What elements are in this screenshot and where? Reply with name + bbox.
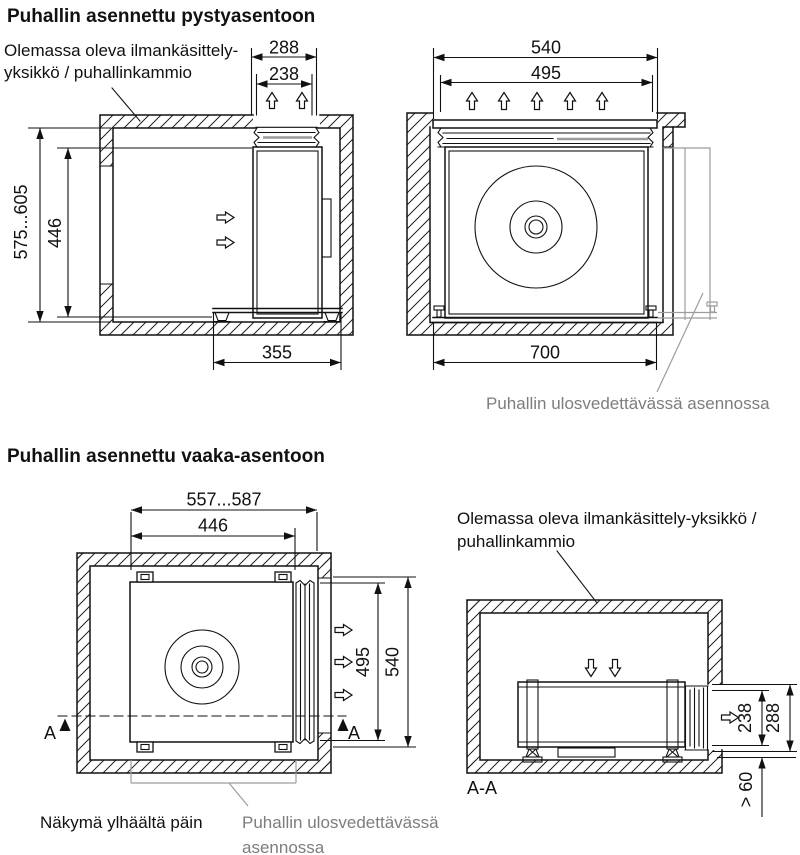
section-aa-diagram xyxy=(457,509,797,817)
airflow-arrows-down xyxy=(586,660,621,677)
section-title-vertical: Puhallin asennettu pystyasentoon xyxy=(7,6,316,27)
flex-connector xyxy=(296,581,314,744)
fan-unit xyxy=(130,572,293,752)
pullout-position-outline xyxy=(657,148,717,392)
dim-fan-total-width: 540 xyxy=(382,646,403,678)
section-title-horizontal: Puhallin asennettu vaaka-asentoon xyxy=(7,446,325,467)
dim-duct-outer: 288 xyxy=(763,702,783,734)
top-view-diagram xyxy=(40,490,439,855)
fan-handle xyxy=(322,199,331,257)
dim-duct-inner: 238 xyxy=(268,64,300,84)
flex-connector xyxy=(254,127,319,147)
base-plate xyxy=(558,748,615,757)
pullout-position-label-line2: asennossa xyxy=(242,838,325,855)
motor-hub-outer xyxy=(192,657,212,677)
corner-clamp xyxy=(275,572,291,582)
dimension-duct-inner xyxy=(257,64,313,88)
top-panel xyxy=(433,120,657,128)
pullout-position-label-line1: Puhallin ulosvedettävässä xyxy=(242,813,439,832)
corner-clamp xyxy=(137,572,153,582)
motor-hub-outer xyxy=(525,216,547,238)
dimension-min-clearance xyxy=(717,758,796,818)
dim-fan-width: 540 xyxy=(530,37,562,58)
dim-duct-outer: 288 xyxy=(268,37,300,58)
dim-rail-length: 355 xyxy=(261,342,293,363)
airflow-arrows-up xyxy=(467,93,608,110)
side-view-diagram xyxy=(11,38,353,371)
existing-unit-leader-line xyxy=(557,551,597,603)
fan-unit xyxy=(518,680,685,762)
section-cut-line xyxy=(44,716,360,743)
existing-unit-label-line2: puhallinkammio xyxy=(457,532,576,551)
horizontal-installation-section xyxy=(7,446,797,855)
mounting-bracket xyxy=(667,680,678,749)
impeller-circle-outer xyxy=(475,166,597,288)
corner-clamp xyxy=(275,742,291,752)
pullout-leader-line xyxy=(229,783,248,806)
pullout-leader-line xyxy=(657,293,703,392)
dim-pullout-range: 557...587 xyxy=(186,489,262,510)
section-arrow-left xyxy=(60,719,71,732)
airflow-arrows-right xyxy=(335,625,352,701)
motor-hub-inner xyxy=(196,661,208,673)
pullout-position-label: Puhallin ulosvedettävässä asennossa xyxy=(486,394,770,413)
flex-connector xyxy=(438,128,653,147)
dim-chamber-width: 700 xyxy=(529,342,561,363)
dim-fan-width: 446 xyxy=(197,515,229,536)
dim-min-clearance: > 60 xyxy=(736,771,756,808)
motor-hub-inner xyxy=(529,220,543,234)
existing-unit-label-line2: yksikkö / puhallinkammio xyxy=(4,63,193,82)
dimension-outlet-width xyxy=(320,583,385,741)
dim-fan-height: 446 xyxy=(45,217,65,249)
mounting-bracket xyxy=(527,680,538,749)
flex-connector xyxy=(685,686,708,750)
airflow-arrows-right xyxy=(217,212,234,248)
impeller-circle-mid xyxy=(510,201,562,253)
section-arrow-right xyxy=(338,719,349,732)
corner-clamp xyxy=(137,742,153,752)
dimension-duct-inner xyxy=(712,691,769,746)
airflow-arrows-up xyxy=(267,93,308,109)
view-from-top-label: Näkymä ylhäältä päin xyxy=(40,813,203,832)
dim-outlet-width: 495 xyxy=(353,646,373,678)
dim-outlet-width: 495 xyxy=(530,63,562,83)
motor-circle-outer xyxy=(165,630,239,704)
motor-circle-mid xyxy=(181,646,223,688)
dim-duct-inner: 238 xyxy=(735,702,755,734)
fan-unit xyxy=(445,147,648,318)
vertical-installation-section xyxy=(4,6,770,413)
existing-unit-label-line1: Olemassa oleva ilmankäsittely-yksikkö / xyxy=(457,509,757,528)
section-marker-a-left: A xyxy=(44,723,57,743)
fan-unit xyxy=(253,147,331,318)
front-view-diagram xyxy=(407,38,770,414)
dim-chamber-height: 575...605 xyxy=(11,184,31,260)
dimension-fan-height xyxy=(45,148,252,317)
existing-unit-label-line1: Olemassa oleva ilmankäsittely- xyxy=(4,41,239,60)
section-view-label: A-A xyxy=(467,778,498,798)
section-marker-a-right: A xyxy=(348,723,361,743)
